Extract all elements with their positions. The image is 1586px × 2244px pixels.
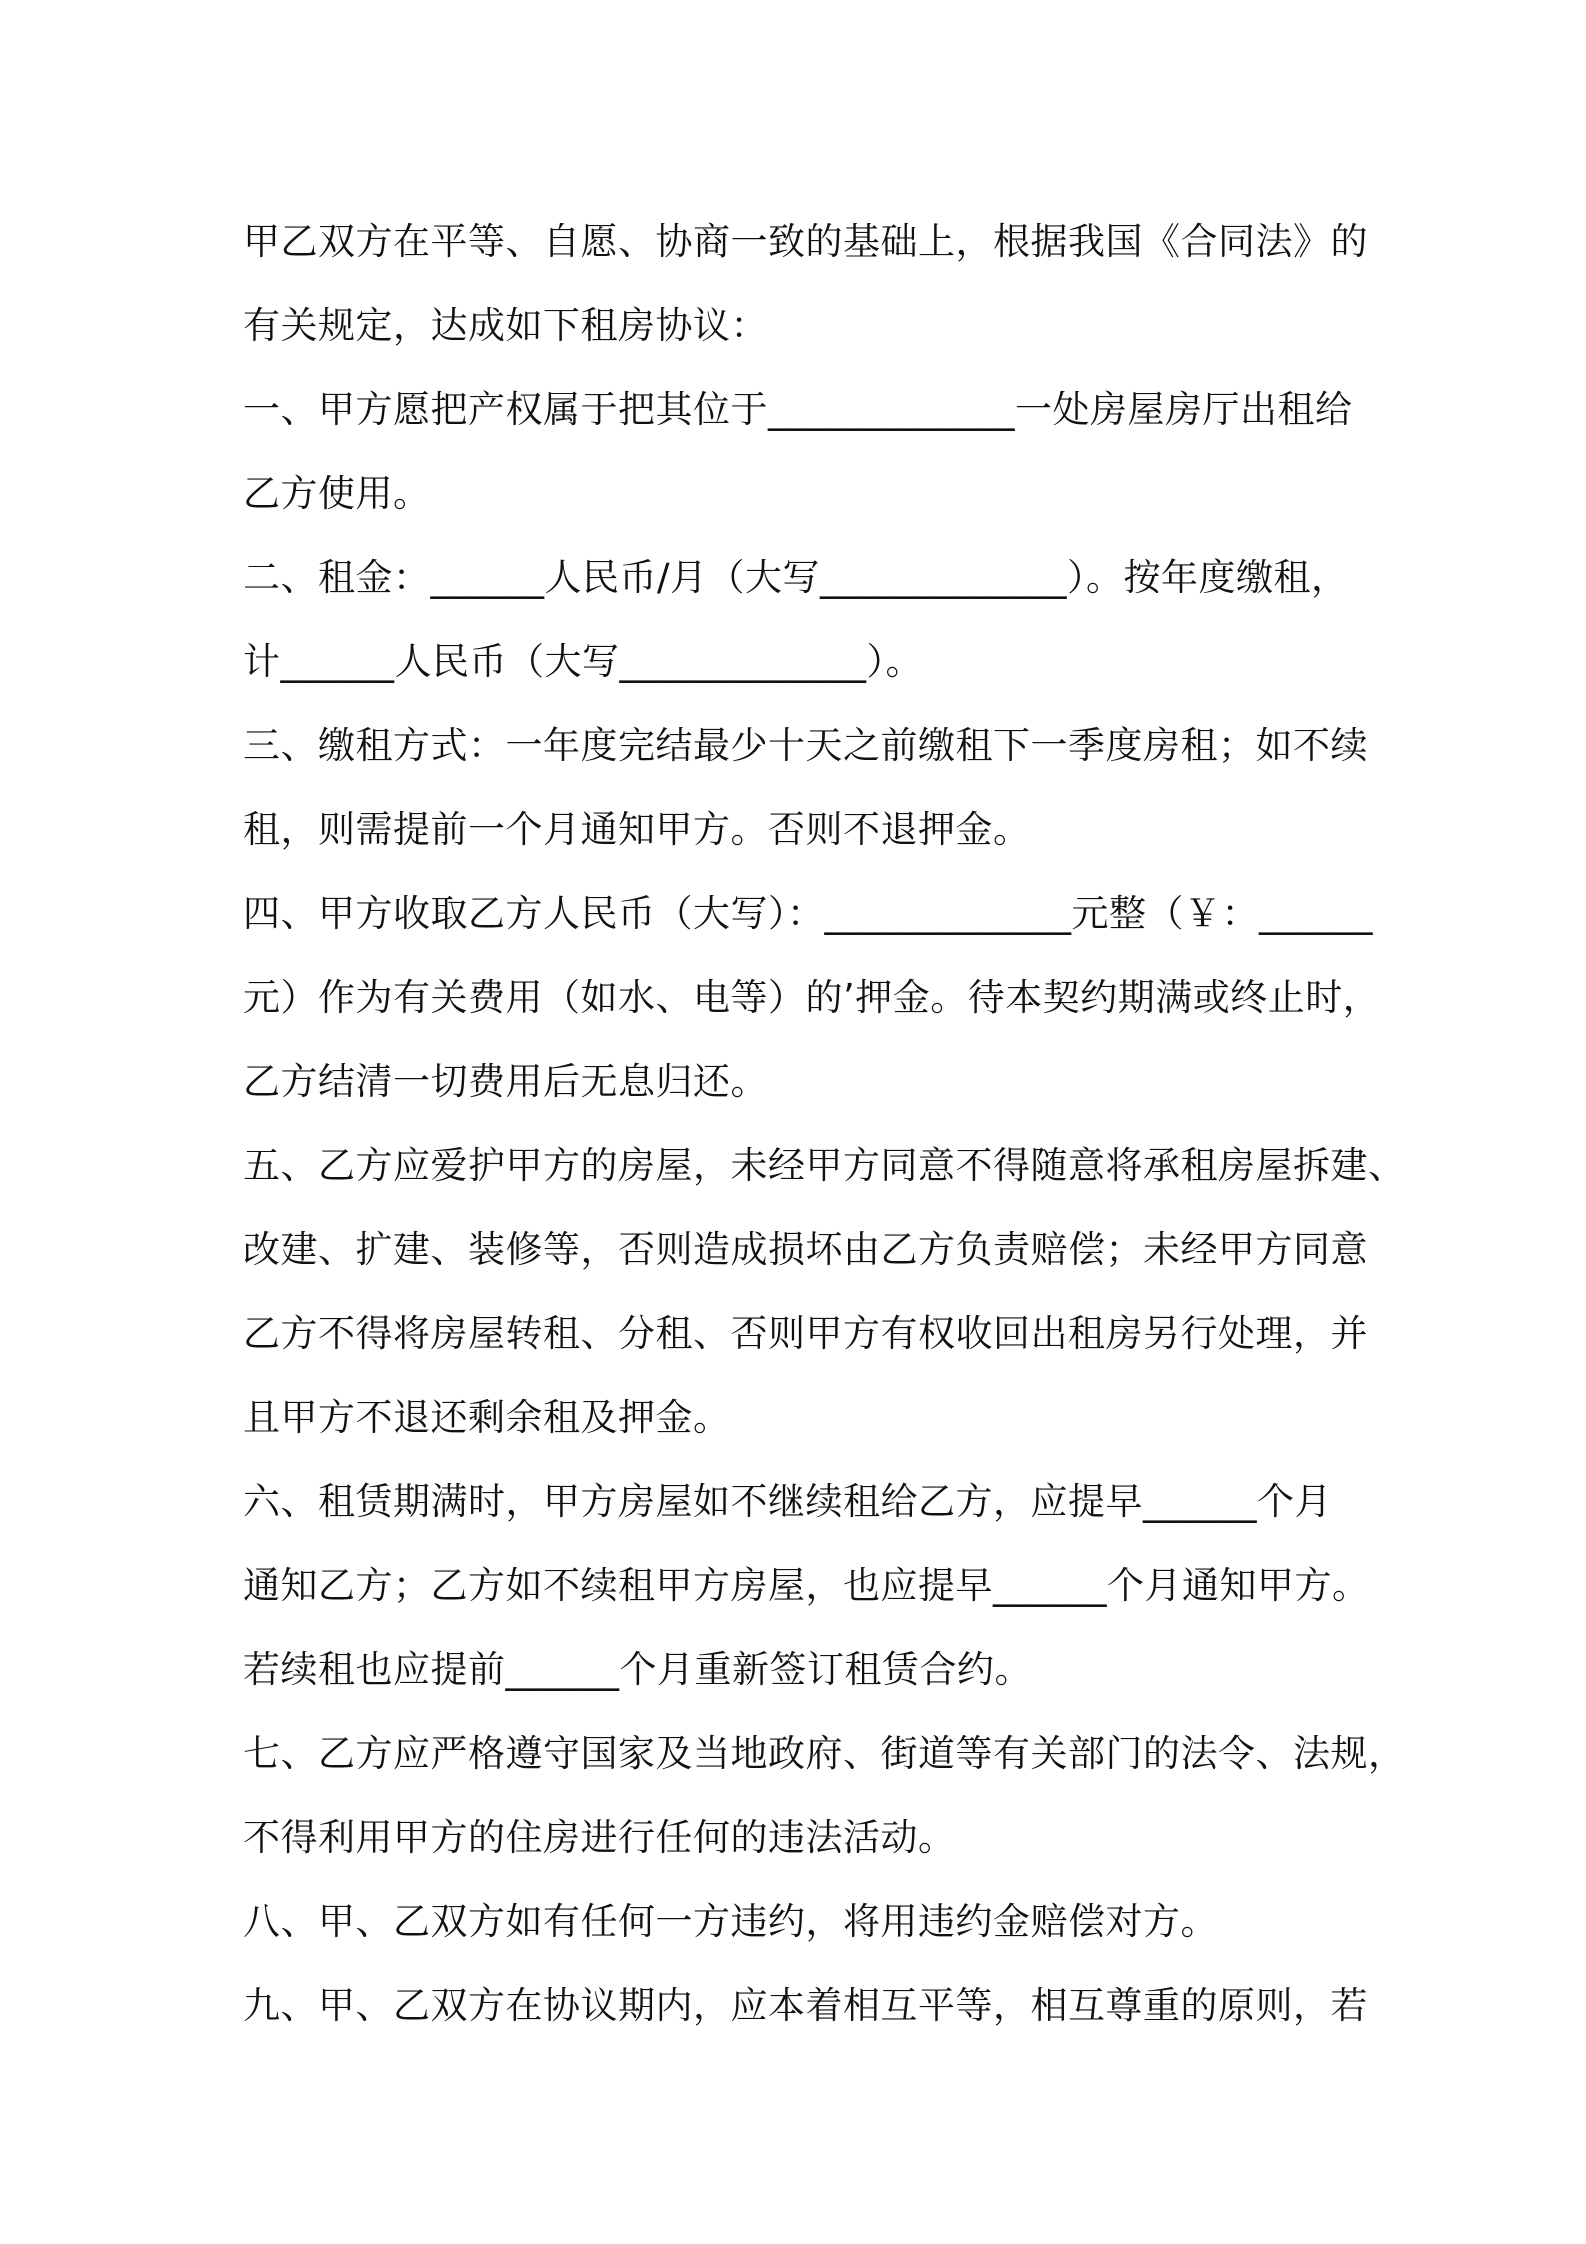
text-line: 且甲方不退还剩余租及押金。 xyxy=(243,1396,731,1439)
contract-body-text xyxy=(243,200,1406,2048)
text-line: 租，则需提前一个月通知甲方。否则不退押金。 xyxy=(243,808,1031,851)
text-line: 计______人民币（大写_____________）。 xyxy=(243,640,923,683)
text-line: 乙方结清一切费用后无息归还。 xyxy=(243,1060,768,1103)
text-line: 若续租也应提前______个月重新签订租赁合约。 xyxy=(243,1648,1032,1691)
text-line: 改建、扩建、装修等，否则造成损坏由乙方负责赔偿；未经甲方同意 xyxy=(243,1228,1368,1271)
text-line: 元）作为有关费用（如水、电等）的’押金。待本契约期满或终止时， xyxy=(243,976,1381,1019)
text-line: 一、甲方愿把产权属于把其位于_____________一处房屋房厅出租给 xyxy=(243,388,1353,431)
text-line: 三、缴租方式：一年度完结最少十天之前缴租下一季度房租；如不续 xyxy=(243,724,1368,767)
text-line: 乙方使用。 xyxy=(243,472,431,515)
text-line: 不得利用甲方的住房进行任何的违法活动。 xyxy=(243,1816,956,1859)
text-line: 二、租金：______人民币/月（大写_____________）。按年度缴租， xyxy=(243,556,1349,599)
text-line: 六、租赁期满时，甲方房屋如不继续租给乙方，应提早______个月 xyxy=(243,1480,1332,1523)
text-line: 乙方不得将房屋转租、分租、否则甲方有权收回出租房另行处理，并 xyxy=(243,1312,1368,1355)
text-line: 八、甲、乙双方如有任何一方违约，将用违约金赔偿对方。 xyxy=(243,1900,1218,1943)
text-line: 九、甲、乙双方在协议期内，应本着相互平等，相互尊重的原则，若 xyxy=(243,1984,1368,2027)
text-line: 甲乙双方在平等、自愿、协商一致的基础上，根据我国《合同法》的 xyxy=(243,220,1368,263)
text-line: 有关规定，达成如下租房协议： xyxy=(243,304,768,347)
text-line: 七、乙方应严格遵守国家及当地政府、街道等有关部门的法令、法规， xyxy=(243,1732,1406,1775)
text-line: 通知乙方；乙方如不续租甲方房屋，也应提早______个月通知甲方。 xyxy=(243,1564,1370,1607)
text-line: 五、乙方应爱护甲方的房屋，未经甲方同意不得随意将承租房屋拆建、 xyxy=(243,1144,1406,1187)
text-line: 四、甲方收取乙方人民币（大写）：_____________元整（￥：______ xyxy=(243,892,1373,935)
